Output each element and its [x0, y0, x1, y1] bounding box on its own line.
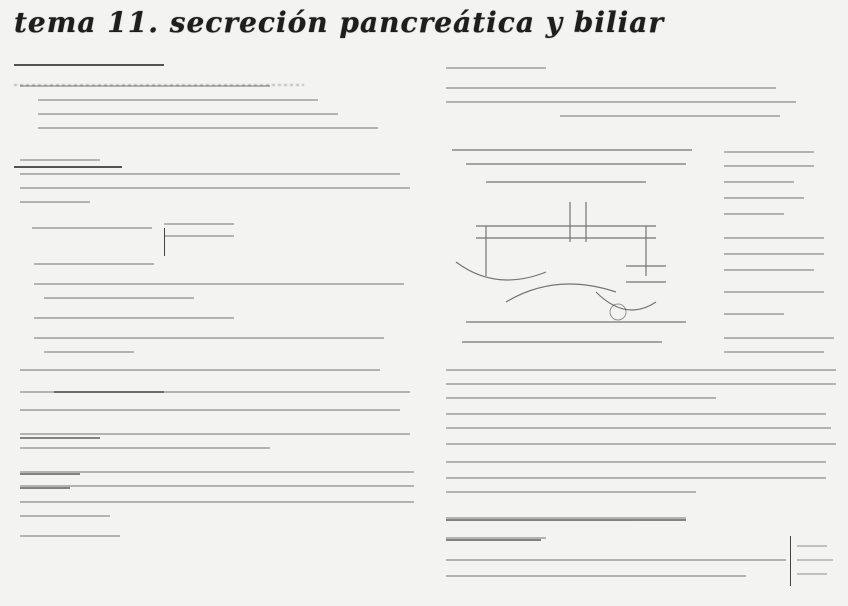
pancreas-diagram — [446, 142, 714, 350]
handwriting-texture-side — [720, 142, 838, 358]
page-title: tema 11. secreción pancreática y biliar — [14, 6, 665, 39]
diagram-drawing — [446, 142, 714, 350]
corner-note — [790, 536, 841, 586]
side-notes — [720, 142, 838, 358]
handwriting-texture-right-bottom — [440, 362, 840, 598]
handwriting-texture-left — [14, 78, 414, 548]
right-text-block-bottom — [440, 362, 840, 598]
handwriting-texture-corner — [791, 536, 841, 586]
section-underline — [14, 64, 164, 66]
handwriting-texture-right-top — [440, 62, 840, 144]
left-text-block — [14, 78, 414, 548]
right-text-block — [440, 62, 840, 144]
